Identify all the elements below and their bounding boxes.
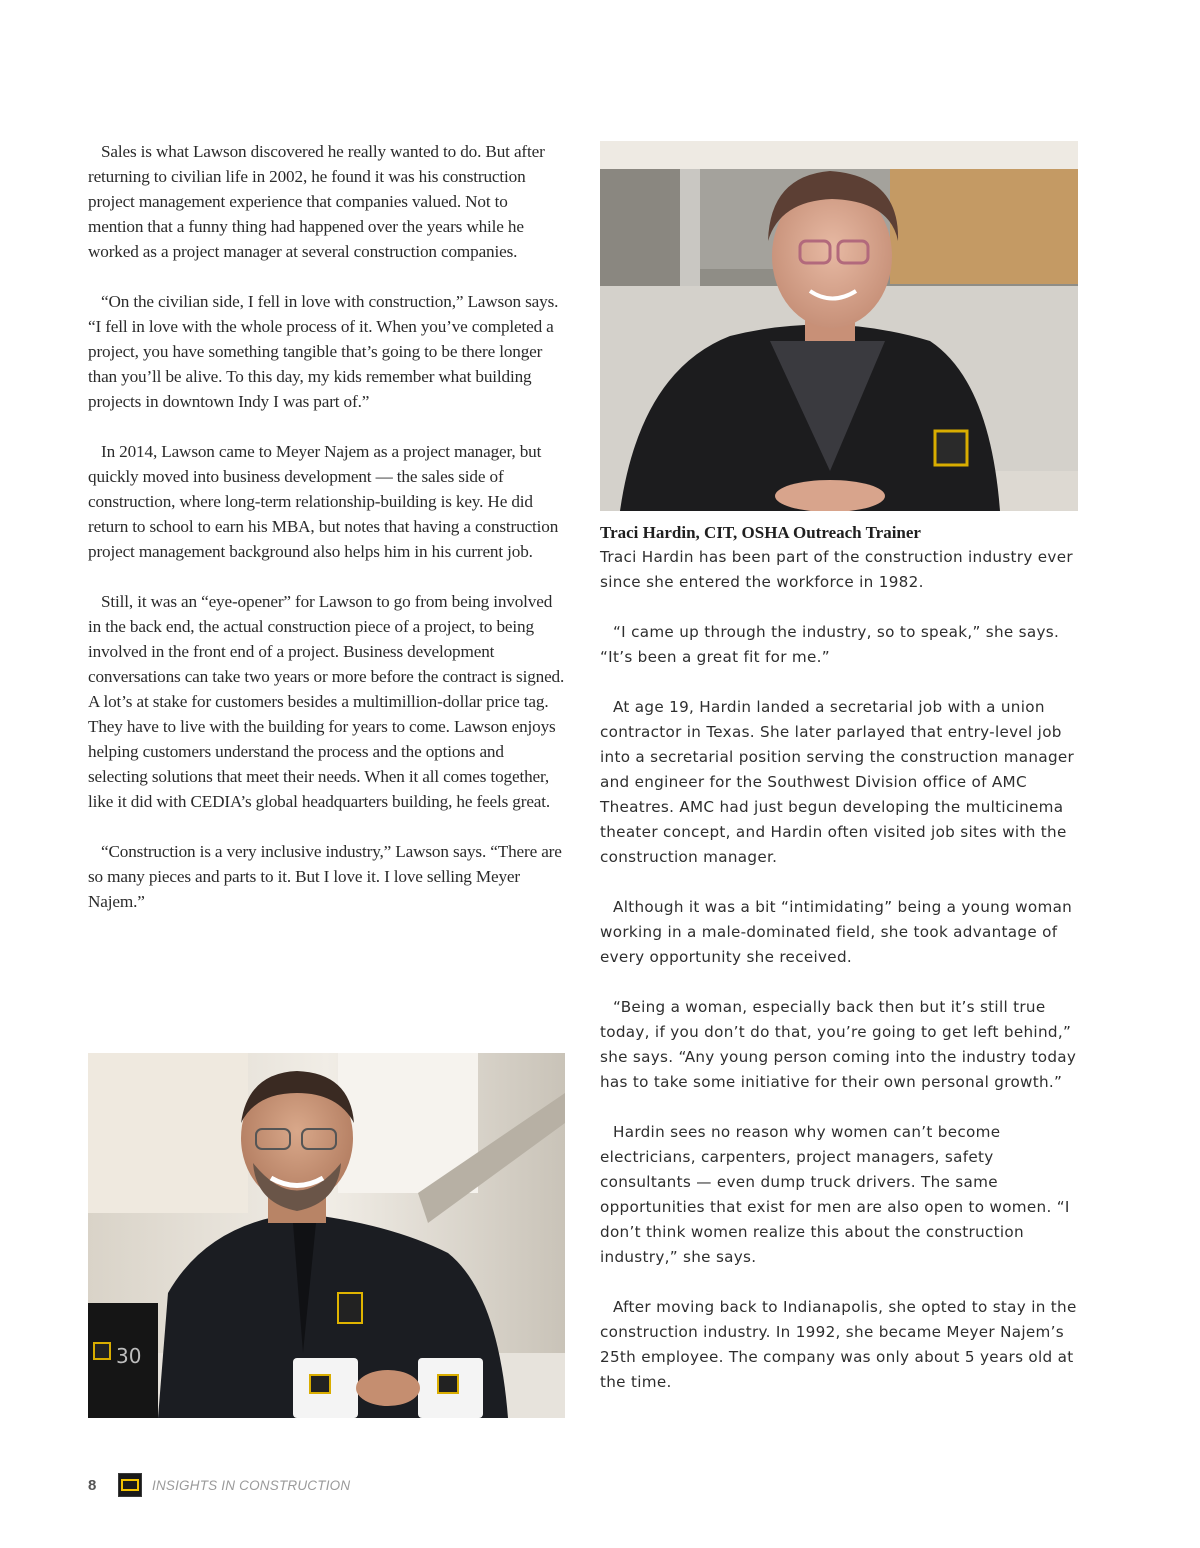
body-paragraph: Sales is what Lawson discovered he really wanted to do. But after returning to civilian life in 2002, he found it was his construction project management experience that companies valued. Not to mention that a funny thing had happened over the years while he worked as a project manager at several construction companies. [88,142,545,261]
mug-30-text: 30 [116,1344,142,1368]
hardin-photo [600,141,1078,511]
meyer-najem-logo-icon [118,1473,142,1497]
body-paragraph: “On the civilian side, I fell in love with construction,” Lawson says. “I fell in love with the whole process of it. When you’ve completed a project, you have something tangible that’s going to be there longer than you’ll be alive. To this day, my kids remember what building projects in downtown Indy I was part of.” [88,292,559,411]
body-paragraph: Still, it was an “eye-opener” for Lawson to go from being involved in the back end, the actual construction piece of a project, to being involved in the front end of a project. Business development conversations can take two years or more before the contract is signed. A lot’s at stake for customers besides a multimillion-dollar price tag. They have to live with the building for years to come. Lawson enjoys helping customers understand the process and the options and selecting solutions that meet their needs. When it all comes together, like it did with CEDIA’s global headquarters building, he feels great. [88,592,565,811]
lawson-photo [88,1053,565,1418]
body-paragraph: Traci Hardin has been part of the construction industry ever since she entered the workforce in 1982. [600,548,1073,591]
body-paragraph: After moving back to Indianapolis, she opted to stay in the construction industry. In 1992, she became Meyer Najem’s 25th employee. The company was only about 5 years old at the time. [600,1298,1077,1391]
body-paragraph: At age 19, Hardin landed a secretarial job with a union contractor in Texas. She later parlayed that entry-level job into a secretarial position serving the construction manager and engineer for the Southwest Division office of AMC Theatres. AMC had just begun developing the multicinema theater concept, and Hardin often visited job sites with the construction manager. [600,698,1075,866]
body-paragraph: Although it was a bit “intimidating” being a young woman working in a male-dominated field, she took advantage of every opportunity she received. [600,898,1073,966]
body-paragraph: “I came up through the industry, so to speak,” she says. “It’s been a great fit for me.” [600,623,1060,666]
publication-name: INSIGHTS IN CONSTRUCTION [152,1477,351,1493]
right-column [600,141,1078,1420]
body-paragraph: Hardin sees no reason why women can’t become electricians, carpenters, project managers, safety consultants — even dump truck drivers. The same opportunities that exist for men are also open to women. “I don’t think women realize this about the construction industry,” she says. [600,1123,1070,1266]
photo-caption-title: Traci Hardin, CIT, OSHA Outreach Trainer [600,523,921,542]
body-paragraph: “Construction is a very inclusive industry,” Lawson says. “There are so many pieces and parts to it. But I love it. I love selling Meyer Najem.” [88,842,562,911]
page-number: 8 [88,1476,97,1494]
page-footer [88,1472,350,1498]
body-paragraph: “Being a woman, especially back then but it’s still true today, if you don’t do that, you’re going to get left behind,” she says. “Any young person coming into the industry today has to take some initiative for their own personal growth.” [600,998,1077,1091]
body-paragraph: In 2014, Lawson came to Meyer Najem as a project manager, but quickly moved into business development — the sales side of construction, where long-term relationship-building is key. He did return to school to earn his MBA, but notes that having a construction project management background also helps him in his current job. [88,442,559,561]
left-column [88,139,566,939]
